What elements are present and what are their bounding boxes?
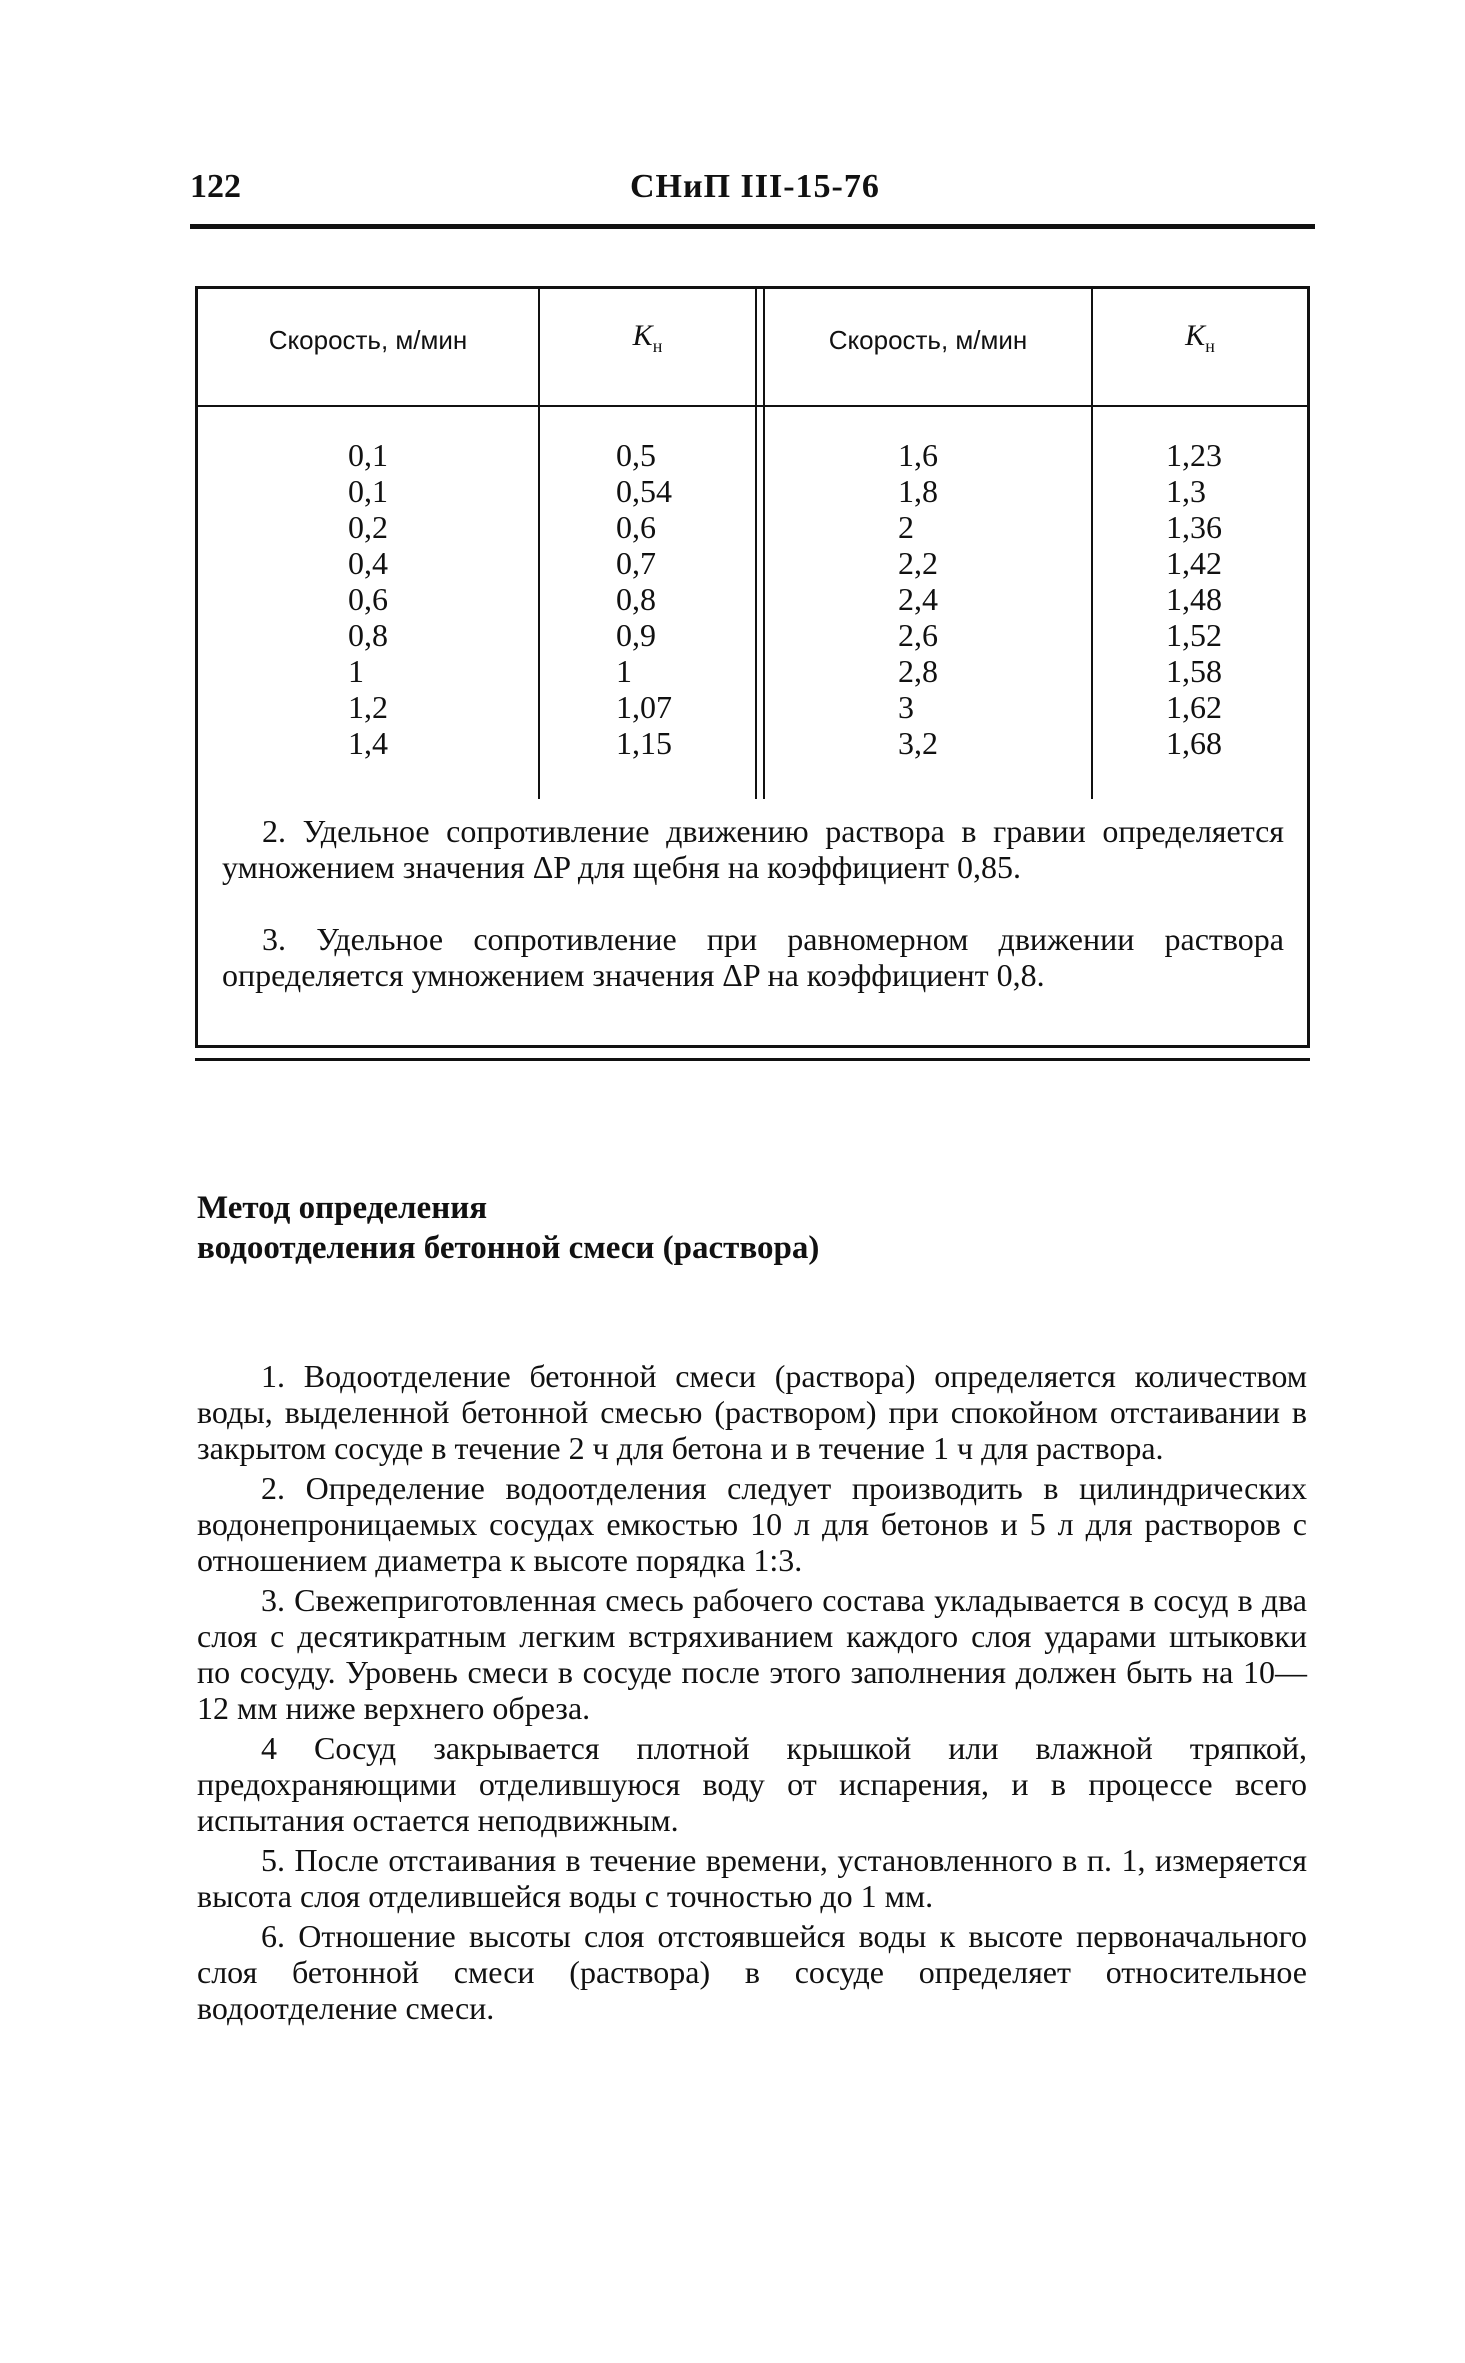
column-k-left (616, 437, 672, 761)
table-cell: 1,07 (616, 689, 672, 725)
column-speed-right (898, 437, 938, 761)
table-note-3: 3. Удельное сопротивление при равномерном движении раствора определяется умножением значения ΔP на коэффициент 0,8. (222, 921, 1284, 993)
paragraph-6: 6. Отношение высоты слоя отстоявшейся воды к высоте первоначального слоя бетонной смеси (раствора) в сосуде определяет относительное водоотделение смеси. (197, 1918, 1307, 2026)
table-cell: 2,4 (898, 581, 938, 617)
table-bottom-rule (195, 1058, 1310, 1061)
document-title: СНиП III-15-76 (630, 168, 880, 205)
paragraph-1: 1. Водоотделение бетонной смеси (раствора) определяется количеством воды, выделенной бетонной смесью (раствором) при спокойном отстаивании в закрытом сосуде в течение 2 ч для бетона и в течение 1 ч для раствора. (197, 1358, 1307, 1466)
table-cell: 0,54 (616, 473, 672, 509)
table-cell: 0,2 (348, 509, 388, 545)
table-cell: 0,5 (616, 437, 656, 473)
table-note-2: 2. Удельное сопротивление движению раствора в гравии определяется умножением значения ΔP для щебня на коэффициент 0,85. (222, 813, 1284, 885)
table-cell: 0,8 (348, 617, 388, 653)
table-cell: 2 (898, 509, 914, 545)
table-cell: 0,7 (616, 545, 656, 581)
table-cell: 1,8 (898, 473, 938, 509)
paragraph-2: 2. Определение водоотделения следует производить в цилиндрических водонепроницаемых сосудах емкостью 10 л для бетонов и 5 л для растворов с отношением диаметра к высоте порядка 1:3. (197, 1470, 1307, 1578)
column-divider-double (755, 289, 757, 799)
header-speed-right: Скорость, м/мин (828, 325, 1028, 355)
table-cell: 3,2 (898, 725, 938, 761)
header-k-right: $K_н$ (1185, 319, 1215, 356)
table-cell: 1,36 (1166, 509, 1222, 545)
table-cell: 1,48 (1166, 581, 1222, 617)
table-cell: 0,6 (616, 509, 656, 545)
table-cell: 1,42 (1166, 545, 1222, 581)
table-cell: 2,2 (898, 545, 938, 581)
page-number: 122 (190, 168, 241, 205)
table-cell: 1,52 (1166, 617, 1222, 653)
section-body (197, 1358, 1307, 2030)
table-cell: 1 (348, 653, 364, 689)
table-cell: 0,4 (348, 545, 388, 581)
table-cell: 2,6 (898, 617, 938, 653)
section-title-line-2: водоотделения бетонной смеси (раствора) (197, 1230, 820, 1266)
table-cell: 0,1 (348, 473, 388, 509)
table-cell: 1,62 (1166, 689, 1222, 725)
table-cell: 1,68 (1166, 725, 1222, 761)
column-divider (1091, 289, 1093, 799)
column-divider-double (763, 289, 765, 799)
column-divider (538, 289, 540, 799)
table-cell: 1,15 (616, 725, 672, 761)
table-cell: 0,9 (616, 617, 656, 653)
table-cell: 1,58 (1166, 653, 1222, 689)
header-k-left: $K_н$ (632, 319, 663, 356)
paragraph-4: 4 Сосуд закрывается плотной крышкой или влажной тряпкой, предохраняющими отделившуюся воду от испарения, и в процессе всего испытания остается неподвижным. (197, 1730, 1307, 1838)
section-title-line-1: Метод определения (197, 1190, 488, 1226)
column-speed-left (348, 437, 388, 761)
table-cell: 1,23 (1166, 437, 1222, 473)
paragraph-5: 5. После отстаивания в течение времени, установленного в п. 1, измеряется высота слоя отделившейся воды с точностью до 1 мм. (197, 1842, 1307, 1914)
table-cell: 0,6 (348, 581, 388, 617)
header-speed-left: Скорость, м/мин (268, 325, 468, 355)
table-header-rule (198, 405, 1307, 407)
table-cell: 1,2 (348, 689, 388, 725)
section-title (197, 1188, 819, 1268)
paragraph-3: 3. Свежеприготовленная смесь рабочего состава укладывается в сосуд в два слоя с десятикратным легким встряхиванием каждого слоя ударами штыковки по сосуду. Уровень смеси в сосуде после этого заполнения должен быть на 10—12 мм ниже верхнего обреза. (197, 1582, 1307, 1726)
coefficient-table (195, 286, 1310, 1048)
column-k-right (1166, 437, 1222, 761)
table-cell: 2,8 (898, 653, 938, 689)
table-cell: 0,8 (616, 581, 656, 617)
table-cell: 1,6 (898, 437, 938, 473)
table-cell: 1 (616, 653, 632, 689)
table-cell: 3 (898, 689, 914, 725)
table-cell: 1,3 (1166, 473, 1206, 509)
table-cell: 0,1 (348, 437, 388, 473)
table-cell: 1,4 (348, 725, 388, 761)
header-rule (190, 224, 1315, 229)
